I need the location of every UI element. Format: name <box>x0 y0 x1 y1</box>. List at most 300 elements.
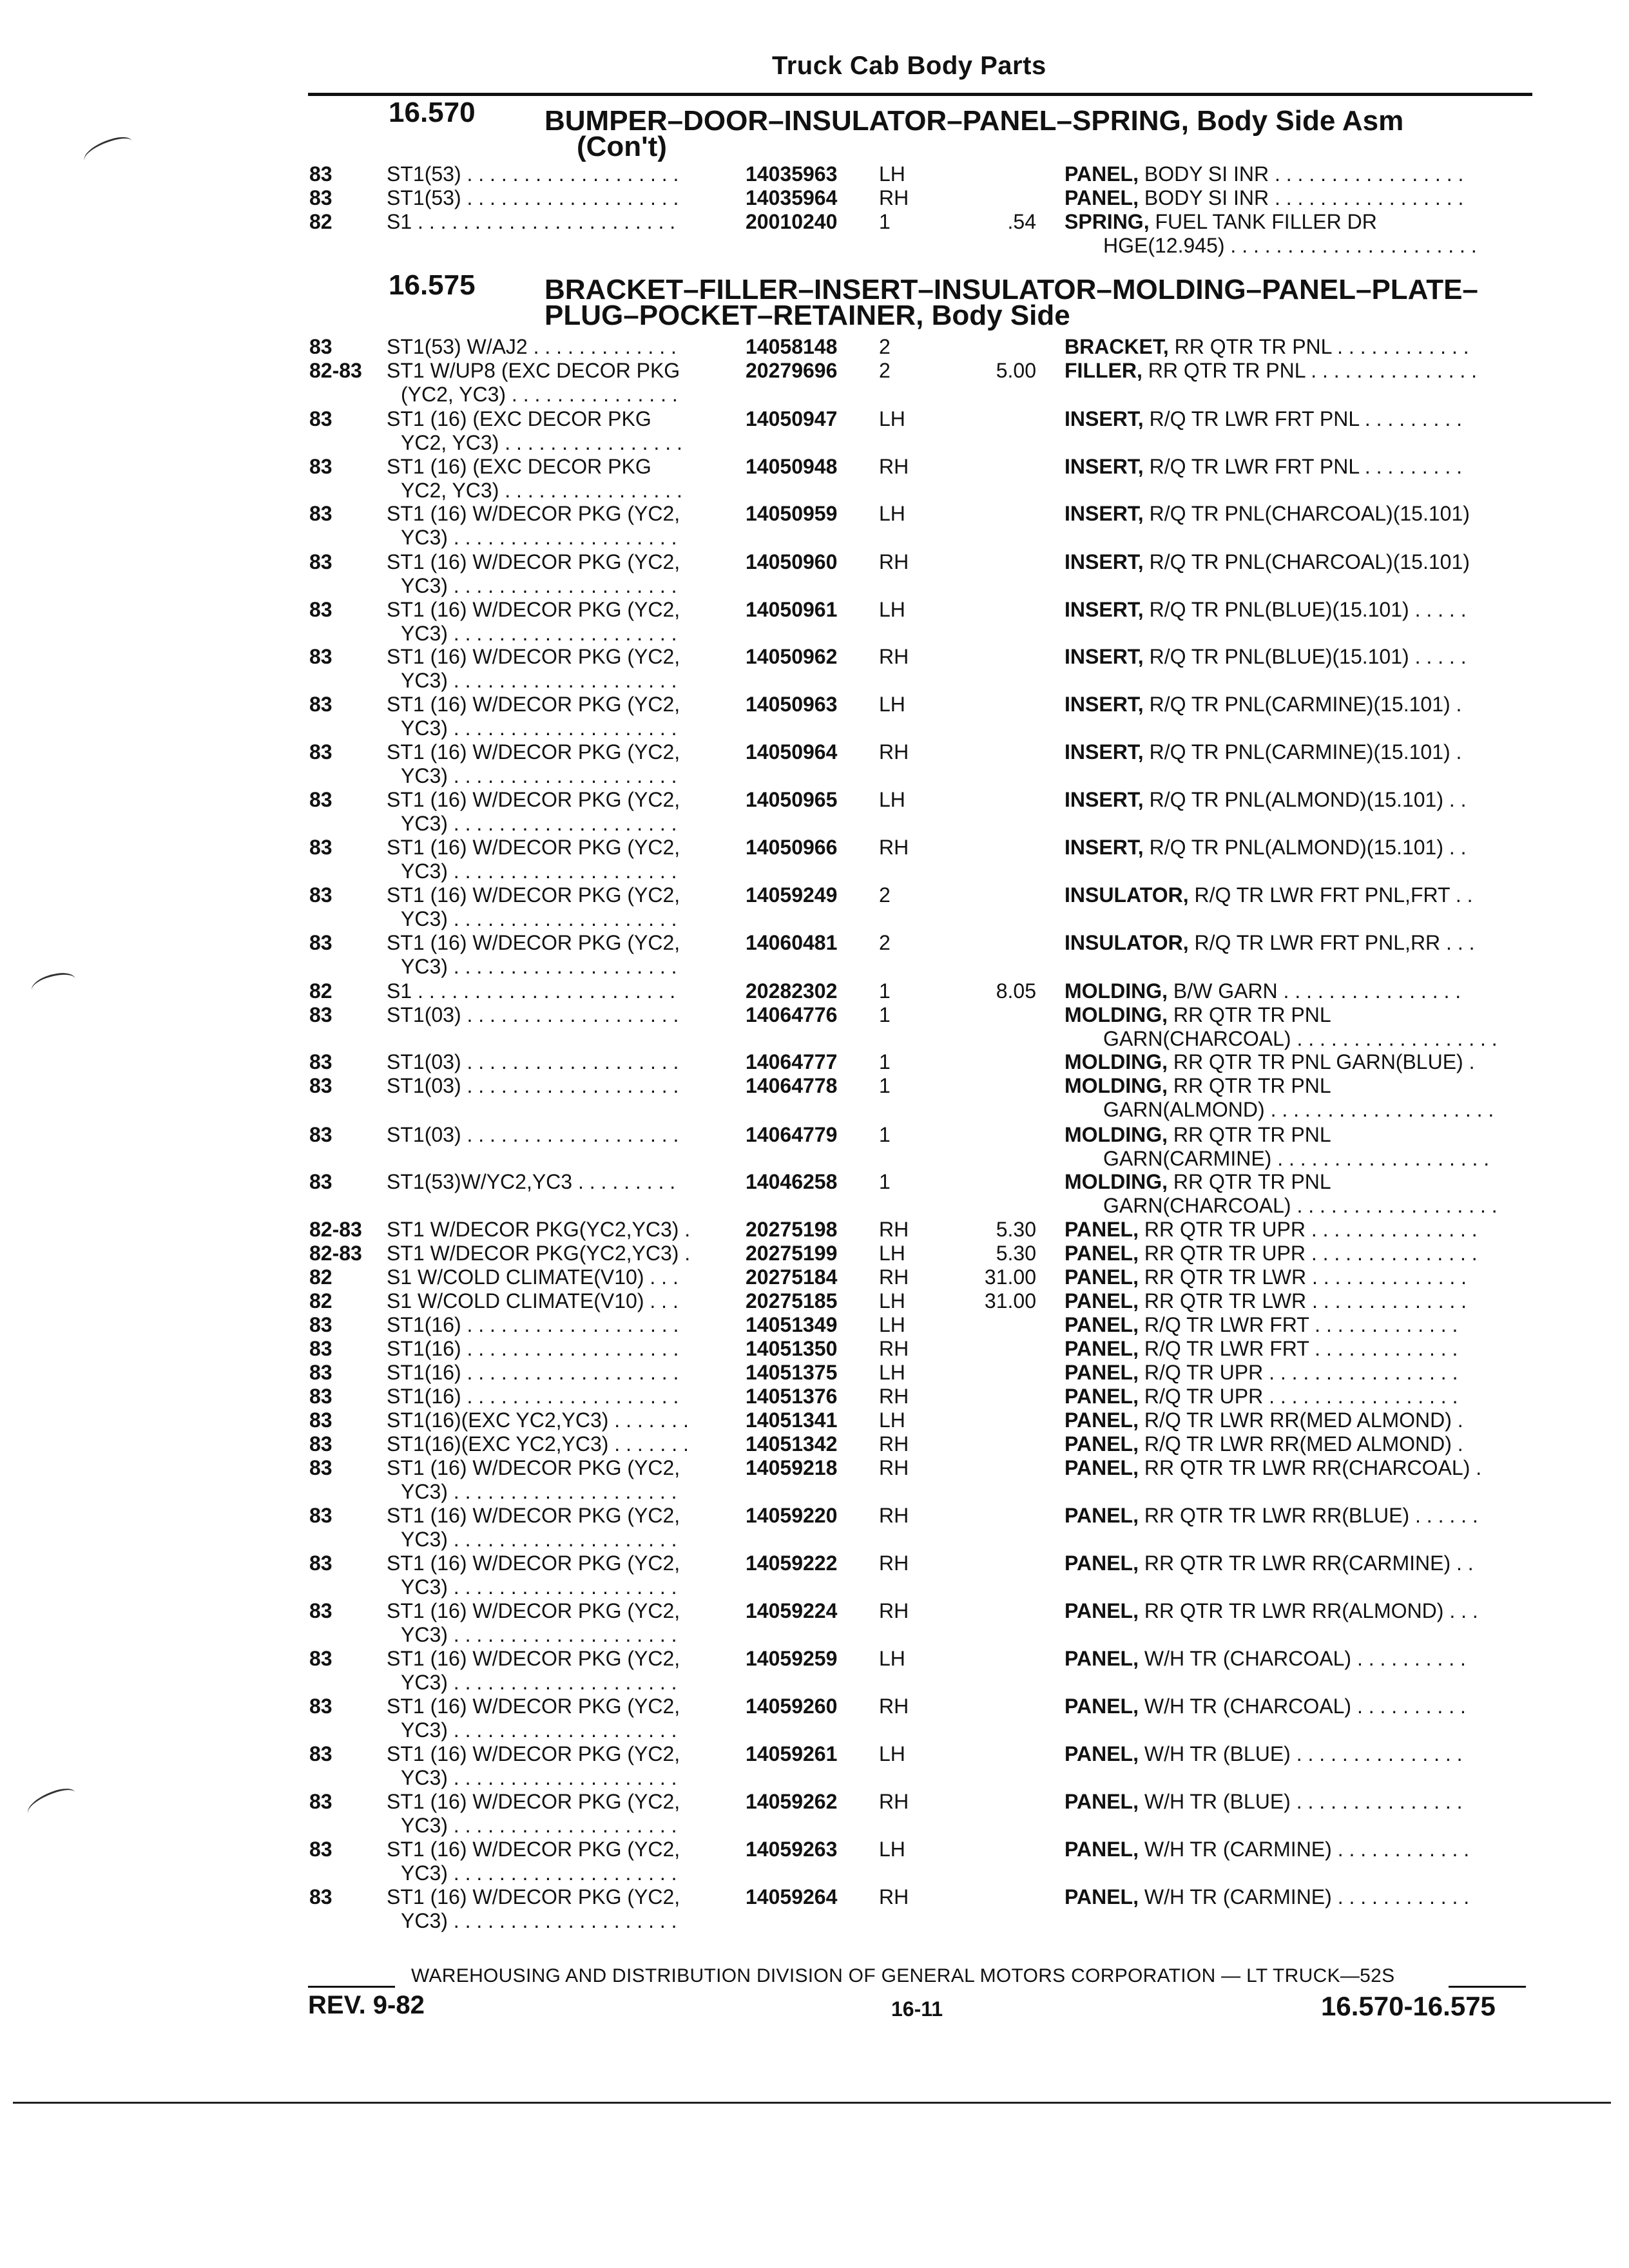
description-detail: RR QTR TR PNL <box>1167 1123 1331 1146</box>
application-line: ST1 (16) W/DECOR PKG (YC2, <box>387 1647 680 1670</box>
description-detail: R/Q TR LWR FRT . . . . . . . . . . . . . <box>1138 1337 1458 1360</box>
description-noun: INSERT, <box>1065 693 1144 716</box>
part-number: 14051350 <box>746 1337 838 1360</box>
application <box>387 1408 728 1432</box>
description <box>1065 1050 1528 1074</box>
application <box>387 598 728 646</box>
description <box>1065 1218 1528 1242</box>
model-year: 83 <box>309 1361 333 1384</box>
price: .54 <box>1007 210 1036 233</box>
application-line: S1 . . . . . . . . . . . . . . . . . . . . . . . <box>387 979 676 1003</box>
application-line: YC3) . . . . . . . . . . . . . . . . . . . . <box>401 1909 677 1932</box>
price: 8.05 <box>996 979 1036 1003</box>
description-detail: R/Q TR PNL(CHARCOAL)(15.101) <box>1143 550 1470 573</box>
model-year: 83 <box>309 1050 333 1073</box>
description <box>1065 407 1528 431</box>
section-title-line: BUMPER–DOOR–INSULATOR–PANEL–SPRING, Body Side Asm <box>545 105 1404 137</box>
description <box>1065 788 1528 812</box>
description-noun: SPRING, <box>1065 210 1150 233</box>
application <box>387 335 728 359</box>
part-number: 14064777 <box>746 1050 838 1073</box>
part-number: 14059224 <box>746 1599 838 1622</box>
application-line: ST1 (16) W/DECOR PKG (YC2, <box>387 598 680 621</box>
model-year: 83 <box>309 1337 333 1360</box>
model-year: 83 <box>309 1408 333 1432</box>
description-noun: PANEL, <box>1065 1599 1139 1622</box>
page-title: Truck Cab Body Parts <box>772 52 1046 80</box>
section-title-line: BRACKET–FILLER–INSERT–INSULATOR–MOLDING–PANEL–PLATE– <box>545 274 1478 305</box>
description-line <box>1065 788 1528 812</box>
description-noun: PANEL, <box>1065 1647 1139 1670</box>
application-line: ST1 (16) W/DECOR PKG (YC2, <box>387 550 680 573</box>
quantity: RH <box>879 455 909 478</box>
punch-mark <box>24 1784 79 1821</box>
section-number: 16.570 <box>389 97 476 128</box>
description-noun: PANEL, <box>1065 1742 1139 1765</box>
description <box>1065 1432 1528 1456</box>
description-line <box>1065 335 1528 359</box>
model-year: 83 <box>309 740 333 764</box>
description-noun: INSERT, <box>1065 550 1144 573</box>
description-line <box>1065 1408 1528 1432</box>
description-noun: INSERT, <box>1065 407 1144 430</box>
page-bottom-rule <box>13 2102 1611 2104</box>
application <box>387 455 728 503</box>
description-line <box>1065 1337 1528 1361</box>
application-line: ST1 (16) W/DECOR PKG (YC2, <box>387 1456 680 1479</box>
description-noun: FILLER, <box>1065 359 1142 382</box>
description-detail: RR QTR TR PNL GARN(BLUE) . <box>1167 1050 1475 1073</box>
part-number: 14050959 <box>746 502 838 525</box>
application <box>387 1647 728 1695</box>
description-noun: PANEL, <box>1065 1552 1139 1575</box>
description <box>1065 1170 1528 1218</box>
application <box>387 979 728 1003</box>
price: 31.00 <box>984 1265 1036 1289</box>
description-line <box>1065 836 1528 860</box>
description-noun: PANEL, <box>1065 1695 1139 1718</box>
application <box>387 1885 728 1933</box>
description-line: GARN(CHARCOAL) . . . . . . . . . . . . . . . . . . <box>1103 1194 1498 1217</box>
description-line: HGE(12.945) . . . . . . . . . . . . . . . . . . . . . . <box>1103 234 1477 257</box>
application <box>387 1552 728 1599</box>
application-line: YC3) . . . . . . . . . . . . . . . . . . . . <box>401 860 677 883</box>
description-detail: RR QTR TR LWR RR(ALMOND) . . . <box>1138 1599 1478 1622</box>
description-detail: RR QTR TR UPR . . . . . . . . . . . . . . . <box>1138 1218 1478 1241</box>
application-line: ST1 (16) (EXC DECOR PKG <box>387 455 651 478</box>
description-line <box>1065 1313 1528 1337</box>
application-line: ST1(53) . . . . . . . . . . . . . . . . . . . <box>387 162 679 186</box>
description-line <box>1065 186 1528 210</box>
application-line: YC3) . . . . . . . . . . . . . . . . . . . . <box>401 1861 677 1885</box>
description-noun: PANEL, <box>1065 1885 1139 1908</box>
application-line: YC3) . . . . . . . . . . . . . . . . . . . . <box>401 1766 677 1789</box>
part-number: 14059262 <box>746 1790 838 1813</box>
description-line <box>1065 1647 1528 1671</box>
model-year: 82-83 <box>309 1218 362 1241</box>
description-detail: B/W GARN . . . . . . . . . . . . . . . . <box>1167 979 1461 1003</box>
model-year: 83 <box>309 693 333 716</box>
model-year: 82 <box>309 979 333 1003</box>
application <box>387 407 728 455</box>
description-noun: PANEL, <box>1065 1408 1139 1432</box>
application-line: YC3) . . . . . . . . . . . . . . . . . . . . <box>401 716 677 740</box>
application-line: YC3) . . . . . . . . . . . . . . . . . . . . <box>401 669 677 692</box>
description <box>1065 1337 1528 1361</box>
description <box>1065 335 1528 359</box>
description <box>1065 162 1528 186</box>
description-line <box>1065 550 1528 574</box>
model-year: 83 <box>309 1456 333 1479</box>
model-year: 83 <box>309 1385 333 1408</box>
description-line <box>1065 1695 1528 1718</box>
description-noun: PANEL, <box>1065 162 1139 186</box>
part-number: 20275185 <box>746 1289 838 1312</box>
description <box>1065 1504 1528 1528</box>
description-noun: PANEL, <box>1065 186 1139 209</box>
application <box>387 502 728 550</box>
quantity: 2 <box>879 359 891 382</box>
model-year: 83 <box>309 1885 333 1908</box>
application-line: ST1 (16) W/DECOR PKG (YC2, <box>387 645 680 668</box>
description-detail: W/H TR (CARMINE) . . . . . . . . . . . . <box>1138 1838 1470 1861</box>
part-number: 14050966 <box>746 836 838 859</box>
quantity: LH <box>879 1242 905 1265</box>
application <box>387 1504 728 1552</box>
description-line: GARN(CARMINE) . . . . . . . . . . . . . . . . . . . <box>1103 1147 1490 1170</box>
description-noun: INSULATOR, <box>1065 883 1189 907</box>
model-year: 82-83 <box>309 1242 362 1265</box>
quantity: LH <box>879 1742 905 1765</box>
description <box>1065 645 1528 669</box>
description-detail: R/Q TR LWR FRT . . . . . . . . . . . . . <box>1138 1313 1458 1336</box>
application <box>387 645 728 693</box>
model-year: 83 <box>309 1170 333 1193</box>
part-number: 14059220 <box>746 1504 838 1527</box>
description-line <box>1065 693 1528 716</box>
description-noun: INSERT, <box>1065 788 1144 811</box>
description-detail: R/Q TR PNL(CARMINE)(15.101) . <box>1143 693 1462 716</box>
description-noun: PANEL, <box>1065 1456 1139 1479</box>
application <box>387 836 728 883</box>
description-noun: MOLDING, <box>1065 1123 1168 1146</box>
application <box>387 1074 728 1098</box>
model-year: 82 <box>309 210 333 233</box>
model-year: 83 <box>309 1074 333 1097</box>
description-line <box>1065 1242 1528 1265</box>
application-line: ST1 (16) W/DECOR PKG (YC2, <box>387 1695 680 1718</box>
description <box>1065 1289 1528 1313</box>
description <box>1065 598 1528 622</box>
part-number: 14050961 <box>746 598 838 621</box>
description-noun: MOLDING, <box>1065 1170 1168 1193</box>
description-detail: W/H TR (CHARCOAL) . . . . . . . . . . <box>1138 1695 1466 1718</box>
description-noun: INSERT, <box>1065 455 1144 478</box>
application <box>387 1313 728 1337</box>
quantity: LH <box>879 1408 905 1432</box>
description <box>1065 1695 1528 1718</box>
punch-mark <box>81 133 136 169</box>
part-number: 14060481 <box>746 931 838 954</box>
part-number: 14059259 <box>746 1647 838 1670</box>
description-line <box>1065 1432 1528 1456</box>
application-line: YC3) . . . . . . . . . . . . . . . . . . . . <box>401 812 677 835</box>
application-line: ST1(16) . . . . . . . . . . . . . . . . . . . <box>387 1337 679 1360</box>
quantity: LH <box>879 788 905 811</box>
quantity: RH <box>879 1456 909 1479</box>
description <box>1065 979 1528 1003</box>
description-line <box>1065 1218 1528 1242</box>
application-line: YC3) . . . . . . . . . . . . . . . . . . . . <box>401 622 677 645</box>
description-line <box>1065 162 1528 186</box>
description-detail: R/Q TR PNL(ALMOND)(15.101) . . <box>1143 836 1467 859</box>
application-line: ST1 (16) W/DECOR PKG (YC2, <box>387 1790 680 1813</box>
model-year: 83 <box>309 162 333 186</box>
description <box>1065 883 1528 907</box>
application-line: ST1 W/DECOR PKG(YC2,YC3) . <box>387 1242 691 1265</box>
model-year: 83 <box>309 788 333 811</box>
application <box>387 1432 728 1456</box>
application <box>387 550 728 598</box>
description <box>1065 502 1528 526</box>
description-noun: MOLDING, <box>1065 1003 1168 1026</box>
application <box>387 693 728 740</box>
description-detail: RR QTR TR PNL <box>1167 1170 1331 1193</box>
description-line <box>1065 1742 1528 1766</box>
part-number: 14035963 <box>746 162 838 186</box>
part-number: 14059222 <box>746 1552 838 1575</box>
application <box>387 1218 728 1242</box>
description-noun: PANEL, <box>1065 1361 1139 1384</box>
quantity: 1 <box>879 1170 891 1193</box>
description <box>1065 1742 1528 1766</box>
quantity: RH <box>879 836 909 859</box>
footer-publisher: WAREHOUSING AND DISTRIBUTION DIVISION OF GENERAL MOTORS CORPORATION — LT TRUCK—52S <box>411 1965 1395 1986</box>
description-line <box>1065 1074 1528 1098</box>
model-year: 83 <box>309 1838 333 1861</box>
description-detail: R/Q TR UPR . . . . . . . . . . . . . . . . . <box>1138 1385 1458 1408</box>
application <box>387 1838 728 1885</box>
part-number: 20279696 <box>746 359 838 382</box>
description <box>1065 359 1528 383</box>
description-line <box>1065 645 1528 669</box>
application-line: ST1(16)(EXC YC2,YC3) . . . . . . . <box>387 1432 689 1456</box>
quantity: LH <box>879 1361 905 1384</box>
model-year: 83 <box>309 335 333 358</box>
model-year: 83 <box>309 1647 333 1670</box>
application-line: S1 . . . . . . . . . . . . . . . . . . . . . . . <box>387 210 676 233</box>
application-line: ST1 (16) W/DECOR PKG (YC2, <box>387 1742 680 1765</box>
application-line: ST1(03) . . . . . . . . . . . . . . . . . . . <box>387 1003 679 1026</box>
part-number: 14064779 <box>746 1123 838 1146</box>
application-line: ST1 W/UP8 (EXC DECOR PKG <box>387 359 680 382</box>
description-noun: PANEL, <box>1065 1337 1139 1360</box>
part-number: 14050962 <box>746 645 838 668</box>
application-line: ST1(16) . . . . . . . . . . . . . . . . . . . <box>387 1385 679 1408</box>
quantity: RH <box>879 1265 909 1289</box>
quantity: LH <box>879 1838 905 1861</box>
description-line <box>1065 979 1528 1003</box>
model-year: 83 <box>309 455 333 478</box>
description-line <box>1065 1385 1528 1408</box>
description-noun: INSULATOR, <box>1065 931 1189 954</box>
description-detail: RR QTR TR LWR . . . . . . . . . . . . . . <box>1138 1265 1467 1289</box>
application-line: S1 W/COLD CLIMATE(V10) . . . <box>387 1265 679 1289</box>
application <box>387 359 728 407</box>
quantity: RH <box>879 1432 909 1456</box>
application-line: ST1 (16) W/DECOR PKG (YC2, <box>387 1552 680 1575</box>
description-noun: PANEL, <box>1065 1313 1139 1336</box>
description-detail: RR QTR TR PNL . . . . . . . . . . . . . . . <box>1142 359 1478 382</box>
description-noun: MOLDING, <box>1065 1074 1168 1097</box>
quantity: LH <box>879 162 905 186</box>
application <box>387 1050 728 1074</box>
description-noun: BRACKET, <box>1065 335 1169 358</box>
description-line <box>1065 407 1528 431</box>
description-detail: W/H TR (CHARCOAL) . . . . . . . . . . <box>1138 1647 1466 1670</box>
description-detail: R/Q TR PNL(CHARCOAL)(15.101) <box>1143 502 1470 525</box>
part-number: 14058148 <box>746 335 838 358</box>
description-detail: R/Q TR LWR FRT PNL . . . . . . . . . <box>1143 455 1462 478</box>
application <box>387 1170 728 1194</box>
part-number: 14051341 <box>746 1408 838 1432</box>
part-number: 14064776 <box>746 1003 838 1026</box>
description <box>1065 1074 1528 1122</box>
description <box>1065 1408 1528 1432</box>
model-year: 83 <box>309 883 333 907</box>
application-line: ST1 (16) W/DECOR PKG (YC2, <box>387 693 680 716</box>
description-detail: RR QTR TR PNL . . . . . . . . . . . . <box>1168 335 1469 358</box>
description-noun: INSERT, <box>1065 598 1144 621</box>
description-line <box>1065 1504 1528 1528</box>
description-line <box>1065 1123 1528 1147</box>
description-line <box>1065 1456 1528 1480</box>
price: 5.30 <box>996 1242 1036 1265</box>
description-noun: INSERT, <box>1065 836 1144 859</box>
description <box>1065 1885 1528 1909</box>
model-year: 83 <box>309 1123 333 1146</box>
application-line: ST1 (16) W/DECOR PKG (YC2, <box>387 836 680 859</box>
quantity: RH <box>879 1885 909 1908</box>
description <box>1065 1003 1528 1051</box>
description-noun: PANEL, <box>1065 1838 1139 1861</box>
part-number: 14059263 <box>746 1838 838 1861</box>
description-noun: PANEL, <box>1065 1790 1139 1813</box>
description-noun: PANEL, <box>1065 1265 1139 1289</box>
quantity: 1 <box>879 1050 891 1073</box>
application-line: YC3) . . . . . . . . . . . . . . . . . . . . <box>401 1718 677 1742</box>
description-detail: R/Q TR LWR FRT PNL . . . . . . . . . <box>1143 407 1462 430</box>
description-line <box>1065 1790 1528 1814</box>
application <box>387 1289 728 1313</box>
description <box>1065 836 1528 860</box>
application-line: YC3) . . . . . . . . . . . . . . . . . . . . <box>401 1814 677 1837</box>
description-detail: R/Q TR LWR FRT PNL,RR . . . <box>1188 931 1475 954</box>
application <box>387 1265 728 1289</box>
application-line: ST1(16)(EXC YC2,YC3) . . . . . . . <box>387 1408 689 1432</box>
section-number: 16.575 <box>389 269 476 301</box>
application <box>387 1742 728 1790</box>
description-line <box>1065 1289 1528 1313</box>
model-year: 83 <box>309 186 333 209</box>
description-noun: PANEL, <box>1065 1432 1139 1456</box>
part-number: 14035964 <box>746 186 838 209</box>
application <box>387 883 728 931</box>
quantity: RH <box>879 186 909 209</box>
application <box>387 1337 728 1361</box>
price: 31.00 <box>984 1289 1036 1312</box>
quantity: 1 <box>879 1003 891 1026</box>
description-line <box>1065 1552 1528 1575</box>
description <box>1065 1361 1528 1385</box>
quantity: LH <box>879 693 905 716</box>
model-year: 83 <box>309 598 333 621</box>
application <box>387 788 728 836</box>
application-line: (YC2, YC3) . . . . . . . . . . . . . . . <box>401 383 678 406</box>
model-year: 82-83 <box>309 359 362 382</box>
description-line <box>1065 1050 1528 1074</box>
description <box>1065 1123 1528 1171</box>
description-detail: RR QTR TR PNL <box>1167 1074 1331 1097</box>
application-line: ST1(03) . . . . . . . . . . . . . . . . . . . <box>387 1123 679 1146</box>
model-year: 83 <box>309 1432 333 1456</box>
application <box>387 1123 728 1147</box>
application-line: ST1 (16) W/DECOR PKG (YC2, <box>387 788 680 811</box>
quantity: RH <box>879 1552 909 1575</box>
model-year: 83 <box>309 1599 333 1622</box>
description-detail: R/Q TR PNL(BLUE)(15.101) . . . . . <box>1143 598 1467 621</box>
description-detail: RR QTR TR PNL <box>1167 1003 1331 1026</box>
quantity: LH <box>879 1313 905 1336</box>
description-line <box>1065 598 1528 622</box>
section-title-line: PLUG–POCKET–RETAINER, Body Side <box>545 300 1070 331</box>
application <box>387 1599 728 1647</box>
section-title <box>545 274 1478 331</box>
model-year: 83 <box>309 1552 333 1575</box>
application-line: YC3) . . . . . . . . . . . . . . . . . . . . <box>401 1528 677 1551</box>
description <box>1065 1599 1528 1623</box>
description-line <box>1065 1265 1528 1289</box>
description-noun: MOLDING, <box>1065 1050 1168 1073</box>
model-year: 83 <box>309 407 333 430</box>
model-year: 82 <box>309 1265 333 1289</box>
part-number: 14050964 <box>746 740 838 764</box>
description-detail: FUEL TANK FILLER DR <box>1149 210 1377 233</box>
description-noun: INSERT, <box>1065 502 1144 525</box>
application <box>387 162 728 186</box>
description <box>1065 1456 1528 1480</box>
description-noun: PANEL, <box>1065 1385 1139 1408</box>
description-detail: W/H TR (BLUE) . . . . . . . . . . . . . . . <box>1138 1790 1463 1813</box>
application-line: ST1 (16) W/DECOR PKG (YC2, <box>387 931 680 954</box>
description-line <box>1065 1838 1528 1861</box>
part-number: 14051349 <box>746 1313 838 1336</box>
description-line <box>1065 1361 1528 1385</box>
application <box>387 1003 728 1027</box>
description-line <box>1065 1170 1528 1194</box>
application <box>387 1242 728 1265</box>
part-number: 14050960 <box>746 550 838 573</box>
punch-mark <box>30 970 78 999</box>
application-line: YC3) . . . . . . . . . . . . . . . . . . . . <box>401 1671 677 1694</box>
application <box>387 1361 728 1385</box>
description <box>1065 1385 1528 1408</box>
model-year: 83 <box>309 1504 333 1527</box>
part-number: 14050947 <box>746 407 838 430</box>
quantity: 1 <box>879 210 891 233</box>
model-year: 83 <box>309 645 333 668</box>
quantity: RH <box>879 1695 909 1718</box>
